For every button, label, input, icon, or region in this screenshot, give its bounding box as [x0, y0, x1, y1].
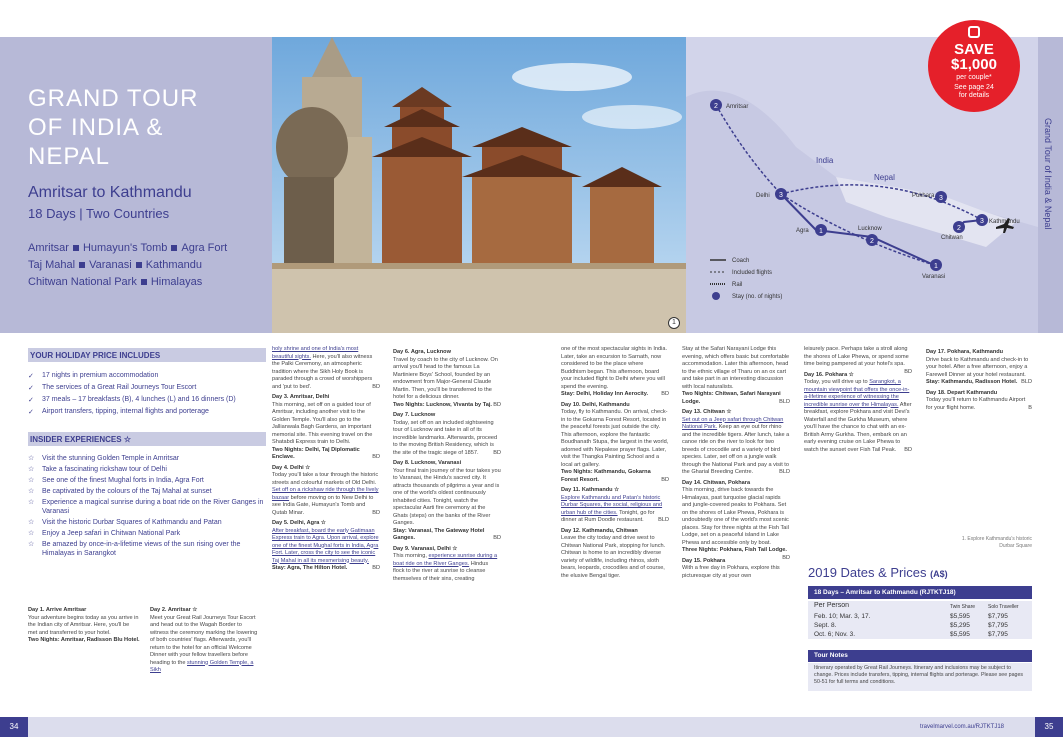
itinerary-col-2: Day 2. Amritsar ☆ Meet your Great Rail Journeys Tour Escort and head out to the Wagah Border to witness the ceremony marking the lowering of both countries' flags. Afterwards, you'll return to the hotel for an official Welcome Dinner with your fellow travellers before heading to the stunning Golden Temple, a Sikh	[150, 607, 258, 673]
itinerary-col-6: Stay at the Safari Narayani Lodge this evening, which offers basic but comfortable accommodation. Later this afternoon, head to the ethnic village of Tharu on an ox cart and take part in an interesting discussion with local naturalists. Two Nights: Chitwan, Safari Narayani Lodge. BLD Day 13. Chitwan ☆ Set out on a Jeep safari through Chitwan National Park. Keep an eye out for rhino and the incredible tigers. After lunch, take a canoe ride on the river to look for two breeds of crocodile and a variety of bird species. Later, set off on a jungle walk through the National Park and pay a visit to the Gharial Breeding Centre. BLD Day 14. Chitwan, Pokhara This morning, drive back towards the Himalayas, past turquoise glacial rapids and jungle-covered peaks to Pokhara. Set on the shores of Lake Phewa, Pokhara is undoubtedly one of the world's most scenic places. Stay for three nights at the Fish Tail Lodge, set on a peaceful island in Lake Phewa and accessible only by boat. Three Nights: Pokhara, Fish Tail Lodge. BD Day 15. Pokhara With a free day in Pokhara, explore this picturesque city at your own	[682, 346, 790, 579]
itinerary-col-5: one of the most spectacular sights in India. Later, take an excursion to Sarnath, now considered to be the place where Buddhism began. This afternoon, board your included flight to Delhi where you will spend the evening. Stay: Delhi, Holiday Inn Aerocity. BD Day 10. Delhi, Kathmandu Today, fly to Kathmandu. On arrival, check-in to the Gokarna Forest Resort, located in the peaceful forests just outside the city. This afternoon, explore the fantastic Boudhanath Stupa, the largest in the world, adorned with Nepalese prayer flags. Later, visit the Thangka Painting School and a local art gallery. Two Nights: Kathmandu, Gokarna Forest Resort. BD Day 11. Kathmandu ☆ Explore Kathmandu and Patan's historic Durbar Squares, the social, religious and urban hub of the cities. Tonight, go for dinner at Rum Doodle restaurant. BLD Day 12. Kathmandu, Chitwan Leave the city today and drive west to Chitwan National Park, stopping for lunch. Chitwan is home to an incredibly diverse variety of wildlife, including rhinos, sloth bears, leopards, crocodiles and of course, the elusive Bengal tiger.	[561, 346, 669, 579]
stop-label-chitwan: Chitwan	[941, 235, 963, 241]
stop-nights-chitwan: 2	[957, 225, 961, 232]
tour-highlights: Amritsar Humayun's Tomb Agra Fort Taj Mahal Varanasi Kathmandu Chitwan National Park Himalayas	[28, 242, 228, 288]
tour-notes-text: Itinerary operated by Great Rail Journeys. Itinerary and inclusions may be subject to change. Prices include transfers, tipping, internal flights and porterage. Please see pages 50-51 for full terms and conditions.	[808, 663, 1032, 691]
star-icon: ☆	[28, 499, 35, 506]
star-icon: ☆	[28, 466, 35, 473]
stop-label-kathmandu: Kathmandu	[989, 219, 1020, 225]
dates-prices-table	[808, 601, 1032, 639]
page-title: GRAND TOUR OF INDIA & NEPAL	[28, 85, 199, 170]
stop-nights-delhi: 3	[779, 192, 783, 199]
page-number-right: 35	[1035, 717, 1063, 737]
stop-label-agra: Agra	[796, 228, 809, 234]
tour-notes-header: Tour Notes	[808, 650, 1032, 662]
stop-nights-pokhara: 3	[939, 195, 943, 202]
insider-list	[28, 454, 266, 560]
list-item: ☆ Visit the historic Durbar Squares of Kathmandu and Patan	[28, 519, 222, 526]
itinerary-col-3: holy shrine and one of India's most beautiful sights. Here, you'll also witness the Palki Ceremony, an atmospheric tradition where the Sikh Holy Book is paraded through a crowd of worshippers and 'put to bed'. BD Day 3. Amritsar, Delhi This morning, set off on a guided tour of Amritsar, including another visit to the Golden Temple. You'll also go to the Jallianwala Bagh Gardens, an important memorial site. This evening travel on the Shatabdi Express train to Delhi. Two Nights: Delhi, Taj Diplomatic Enclave. BD Day 4. Delhi ☆ Today you'll take a tour through the historic streets and colourful markets of Old Delhi. Set off on a rickshaw ride through the lively bazaar before moving on to New Delhi to see India Gate, Humayun's Tomb and Qutab Minar. BD Day 5. Delhi, Agra ☆ After breakfast, board the early Gatimaan Express train to Agra. Upon arrival, explore one of the finest Mughal forts in India, Agra Fort. Later, cross the city to see the iconic Taj Mahal in all its mesmerising beauty. Stay: Agra, The Hilton Hotel. BD	[272, 346, 380, 571]
stop-nights-kathmandu: 3	[980, 218, 984, 225]
legend-rail: Rail	[732, 282, 743, 288]
map-country-india: India	[816, 156, 834, 165]
itinerary-col-7: leisurely pace. Perhaps take a stroll along the shores of Lake Phewa, or spend some time being pampered at your hotel's spa. BD Day 16. Pokhara ☆ Today, you will drive up to Sarangkot, a mountain viewpoint that offers the once-in-a-lifetime experience of witnessing the incredible sunrise over the Himalayas. After breakfast, explore Pokhara and visit Devi's Waterfall and the Gurkha Museum, where you'll have the chance to chat with an ex-British Army Gurkha. Then, embark on an early evening cruise on Lake Phewa to watch the sunset over Fish Tail Peak. BD	[804, 346, 912, 453]
star-icon: ☆	[28, 455, 35, 462]
tour-subtitle: Amritsar to Kathmandu	[28, 184, 192, 201]
list-item: ✓ The services of a Great Rail Journeys Tour Escort	[28, 384, 266, 396]
save-badge: SAVE $1,000 per couple* See page 24 for details	[928, 20, 1020, 112]
list-item: ☆ Experience a magical sunrise during a boat ride on the River Ganges in Varanasi	[28, 499, 264, 515]
star-icon: ☆	[28, 488, 35, 495]
stop-label-delhi: Delhi	[756, 193, 770, 199]
list-item: ☆ Be captivated by the colours of the Taj Mahal at sunset	[28, 488, 212, 495]
itinerary-col-8: Day 17. Pokhara, Kathmandu Drive back to Kathmandu and check-in to your hotel. After a free afternoon, enjoy a Farewell Dinner at your hotel restaurant. Stay: Kathmandu, Radisson Hotel. BLD Day 18. Depart Kathmandu Today you'll return to Kathmandu Airport for your flight home. B	[926, 349, 1032, 411]
star-icon: ☆	[28, 477, 35, 484]
legend-flights: Included flights	[732, 270, 773, 276]
photo-number: 1	[668, 317, 680, 329]
stop-nights-amritsar: 2	[714, 103, 718, 110]
table-header: Per Person Twin Share Solo Traveller	[814, 602, 1019, 610]
dates-prices-title: 2019 Dates & Prices (A$)	[808, 565, 948, 580]
legend-stay: Stay (no. of nights)	[732, 294, 783, 300]
tour-duration: 18 Days | Two Countries	[28, 206, 170, 221]
list-item: ✓ 17 nights in premium accommodation	[28, 372, 266, 384]
footer-url[interactable]: travelmarvel.com.au/RJTKTJ18	[920, 724, 1005, 730]
list-item: ☆ Enjoy a Jeep safari in Chitwan National Park	[28, 530, 181, 537]
table-row: Oct. 6; Nov. 3. $5,595 $7,795	[814, 631, 1008, 638]
spine-title: Grand Tour of India & Nepal	[1043, 118, 1053, 230]
list-item: ✓ 37 meals – 17 breakfasts (B), 4 lunches (L) and 16 dinners (D)	[28, 396, 266, 408]
list-item: ✓ Airport transfers, tipping, internal flights and porterage	[28, 408, 266, 420]
temple-photo	[272, 37, 686, 333]
price-includes-header: YOUR HOLIDAY PRICE INCLUDES	[28, 348, 266, 362]
stop-nights-varanasi: 1	[934, 263, 938, 270]
photo-caption: 1. Explore Kathmandu's historic Durbar Square	[961, 536, 1032, 549]
dates-prices-bar: 18 Days – Amritsar to Kathmandu (RJTKTJ18)	[808, 586, 1032, 599]
list-item: ☆ See one of the finest Mughal forts in India, Agra Fort	[28, 477, 204, 484]
star-icon: ☆	[614, 487, 620, 493]
stop-label-varanasi: Varanasi	[922, 274, 946, 280]
price-includes-list	[28, 372, 266, 420]
star-icon: ☆	[848, 371, 854, 378]
star-icon: ☆	[28, 530, 35, 537]
legend-coach: Coach	[732, 258, 750, 264]
stop-nights-agra: 1	[819, 228, 823, 235]
star-icon: ☆	[320, 520, 326, 526]
table-row: Sept. 8. $5,295 $7,795	[814, 622, 1008, 629]
itinerary-col-1: Day 1. Arrive Amritsar Your adventure begins today as you arrive in the Indian city of Amritsar. Here, you'll be met and transferred to your hotel. Two Nights: Amritsar, Radisson Blu Hotel.	[28, 607, 140, 643]
itinerary-col-4: Day 6. Agra, Lucknow Travel by coach to the city of Lucknow. On arrival you'll head to the famous La Martiniere Boys' School, founded by an endowment from Major-General Claude Martin. Then, you'll be transferred to the hotel for a delicious dinner. Two Nights: Lucknow, Vivanta by Taj. BD Day 7. Lucknow Today, set off on an included sightseeing tour of Lucknow and take in all of its incredible landmarks. Afterwards, proceed to the moving British Residency, which is the site of the tragic siege of 1857. BD Day 8. Lucknow, Varanasi Your final train journey of the tour takes you to Varanasi, the Hindu's sacred city. It attracts thousands of pilgrims a year and is one of the world's oldest continuously inhabited cities. Tonight, watch the spectacular Aarti fire ceremony at the Ghats (steps) on the banks of the River Ganges. Stay: Varanasi, The Gateway Hotel Ganges. BD Day 9. Varanasi, Delhi ☆ This morning, experience sunrise during a boat ride on the River Ganges. Hindus flock to the river at sunrise to cleanse themselves of their sins, creating	[393, 349, 501, 582]
star-icon: ☆	[452, 545, 458, 552]
star-icon: ☆	[726, 409, 732, 415]
star-icon: ☆	[28, 519, 35, 526]
list-item: ☆ Take a fascinating rickshaw tour of Delhi	[28, 466, 167, 473]
list-item: ☆ Visit the stunning Golden Temple in Amritsar	[28, 455, 180, 462]
table-row: Feb. 10; Mar. 3, 17. $5,595 $7,795	[814, 613, 1008, 620]
stop-label-lucknow: Lucknow	[858, 226, 882, 232]
star-icon: ☆	[123, 435, 131, 444]
footer-band	[0, 717, 1063, 737]
map-country-nepal: Nepal	[874, 173, 895, 182]
list-item: ☆ Be amazed by once-in-a-lifetime views of the sun rising over the Himalayas in Sarangkot	[28, 541, 241, 557]
stop-nights-lucknow: 2	[870, 238, 874, 245]
stop-label-pokhara: Pokhara	[912, 193, 935, 199]
stop-label-amritsar: Amritsar	[726, 104, 749, 110]
star-icon: ☆	[28, 541, 35, 548]
train-icon	[968, 26, 980, 38]
star-icon: ☆	[305, 464, 311, 471]
star-icon: ☆	[192, 607, 198, 613]
page-number-left: 34	[0, 717, 28, 737]
insider-experiences-header: INSIDER EXPERIENCES ☆	[28, 432, 266, 446]
